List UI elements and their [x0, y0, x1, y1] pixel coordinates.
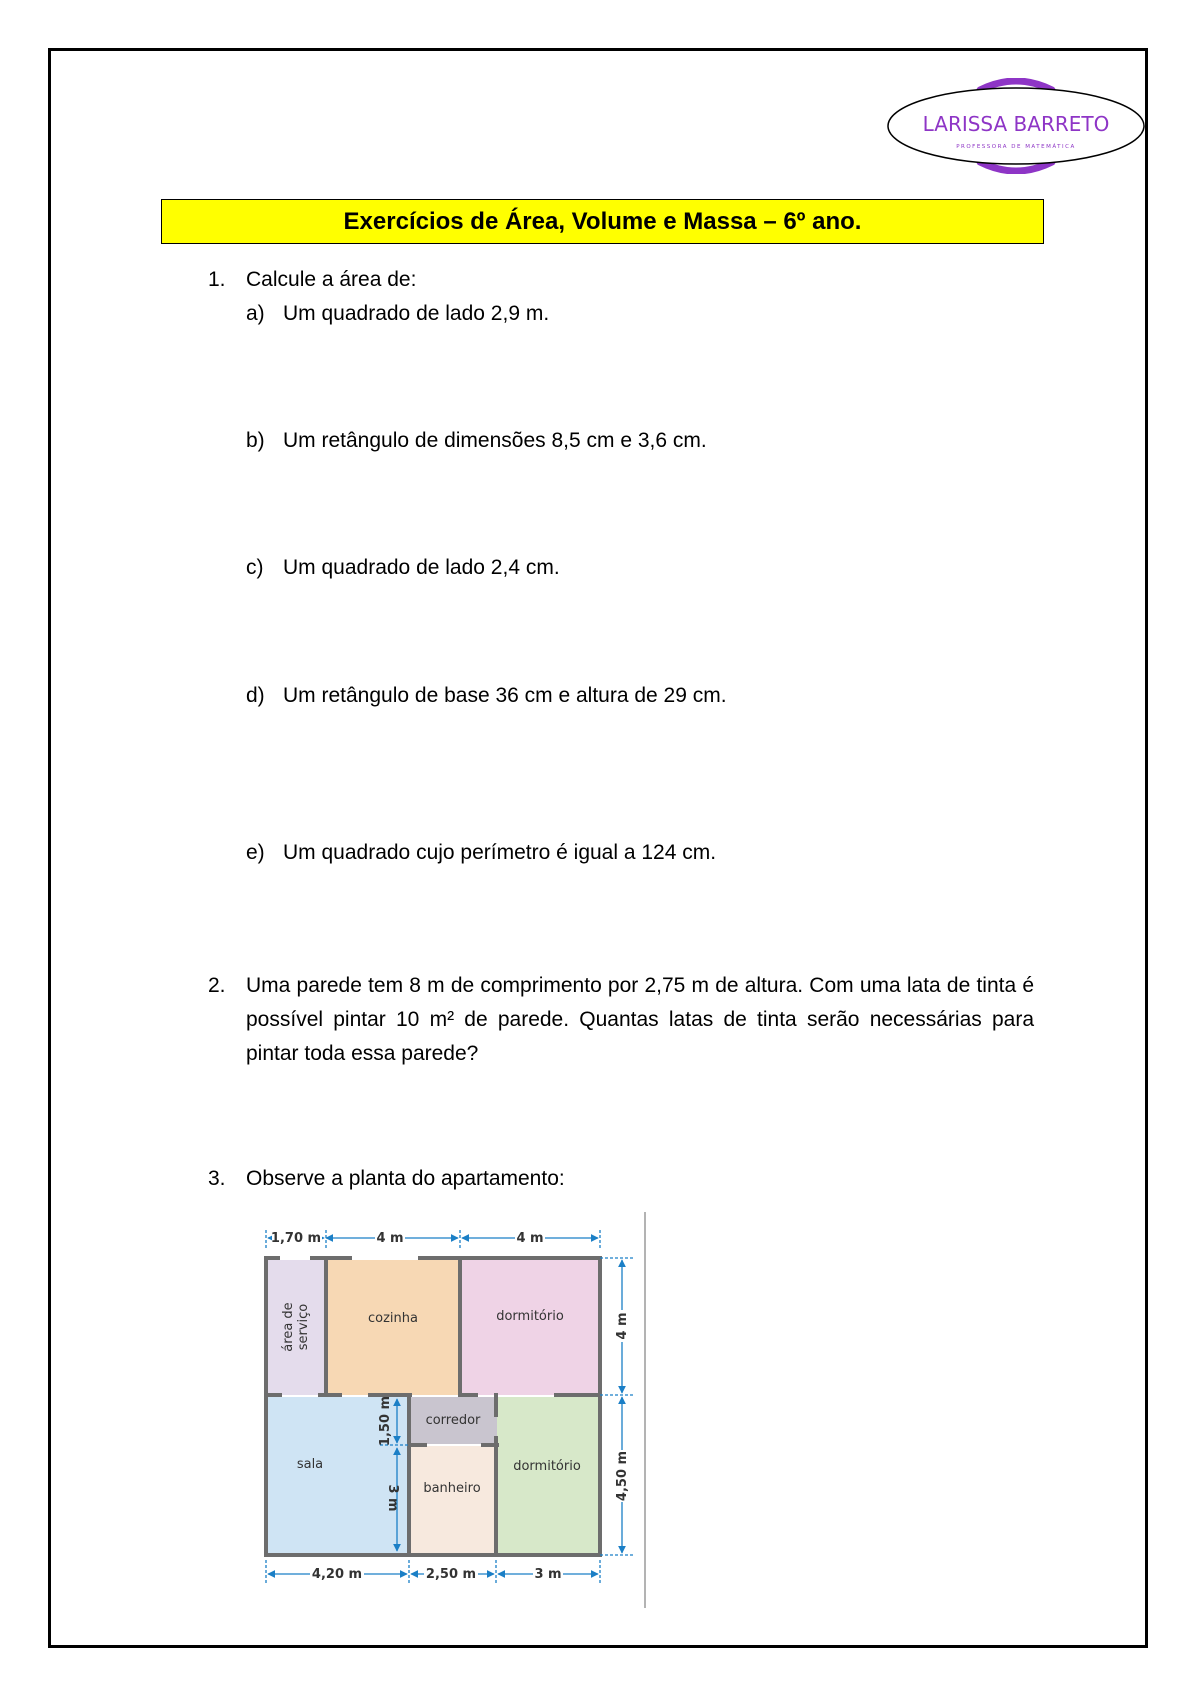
label-sala: sala — [296, 1457, 324, 1472]
floor-plan — [250, 1210, 670, 1610]
room-banheiro — [411, 1446, 495, 1553]
title-text: Exercícios de Área, Volume e Massa – 6º ano. — [343, 207, 862, 235]
logo-subtitle: PROFESSORA DE MATEMÁTICA — [956, 144, 1076, 150]
room-dormitorio-top — [462, 1260, 598, 1395]
dim-top-1: 1,70 m — [270, 1231, 322, 1246]
label-dormitorio-bottom: dormitório — [513, 1459, 581, 1474]
q2-text: Uma parede tem 8 m de comprimento por 2,75 m de altura. Com uma lata de tinta é possível pintar 10 m² de parede. Quantas latas de tinta serão necessárias para pintar toda essa parede? — [246, 974, 1034, 1065]
dim-inner-corredor: 1,50 m — [378, 1395, 393, 1447]
q1-item-d — [246, 679, 727, 713]
q1-item-e — [246, 836, 716, 870]
q1-item-b-label: b) — [246, 429, 265, 452]
label-dormitorio-top: dormitório — [496, 1309, 564, 1324]
q1-item-e-text: Um quadrado cujo perímetro é igual a 124 cm. — [283, 841, 717, 864]
q2-number: 2. — [208, 974, 226, 997]
dim-inner-sala: 3 m — [385, 1484, 400, 1512]
label-area-servico-2: serviço — [296, 1303, 311, 1351]
q1-item-c — [246, 551, 560, 585]
q3-number: 3. — [208, 1167, 226, 1190]
dim-top-3: 4 m — [516, 1231, 544, 1246]
q1-item-a — [246, 297, 549, 331]
logo — [885, 78, 1147, 174]
label-area-servico-1: área de — [281, 1302, 296, 1352]
room-cozinha — [326, 1260, 459, 1395]
dim-bottom-3: 3 m — [534, 1567, 562, 1582]
logo-name: LARISSA BARRETO — [922, 112, 1110, 136]
label-corredor: corredor — [425, 1413, 481, 1428]
worksheet-title — [161, 199, 1044, 244]
label-cozinha: cozinha — [368, 1311, 418, 1326]
dim-right-2: 4,50 m — [615, 1450, 630, 1502]
dim-bottom-2: 2,50 m — [425, 1567, 477, 1582]
q1-number: 1. — [208, 268, 226, 291]
q1-text: Calcule a área de: — [246, 268, 417, 291]
q1-item-b-text: Um retângulo de dimensões 8,5 cm e 3,6 cm. — [283, 429, 707, 452]
q1-item-d-label: d) — [246, 684, 265, 707]
q1-item-c-label: c) — [246, 556, 264, 579]
dim-top-2: 4 m — [376, 1231, 404, 1246]
q1-item-a-text: Um quadrado de lado 2,9 m. — [283, 302, 550, 325]
q1-item-d-text: Um retângulo de base 36 cm e altura de 29 cm. — [283, 684, 727, 707]
q1-item-b — [246, 424, 707, 458]
dim-right-1: 4 m — [615, 1312, 630, 1340]
q1-item-c-text: Um quadrado de lado 2,4 cm. — [283, 556, 560, 579]
q3-text: Observe a planta do apartamento: — [246, 1167, 565, 1190]
q1-item-e-label: e) — [246, 841, 265, 864]
dim-bottom-1: 4,20 m — [311, 1567, 363, 1582]
q1-item-a-label: a) — [246, 302, 265, 325]
label-banheiro: banheiro — [423, 1481, 481, 1496]
room-dormitorio-bottom — [497, 1397, 598, 1553]
